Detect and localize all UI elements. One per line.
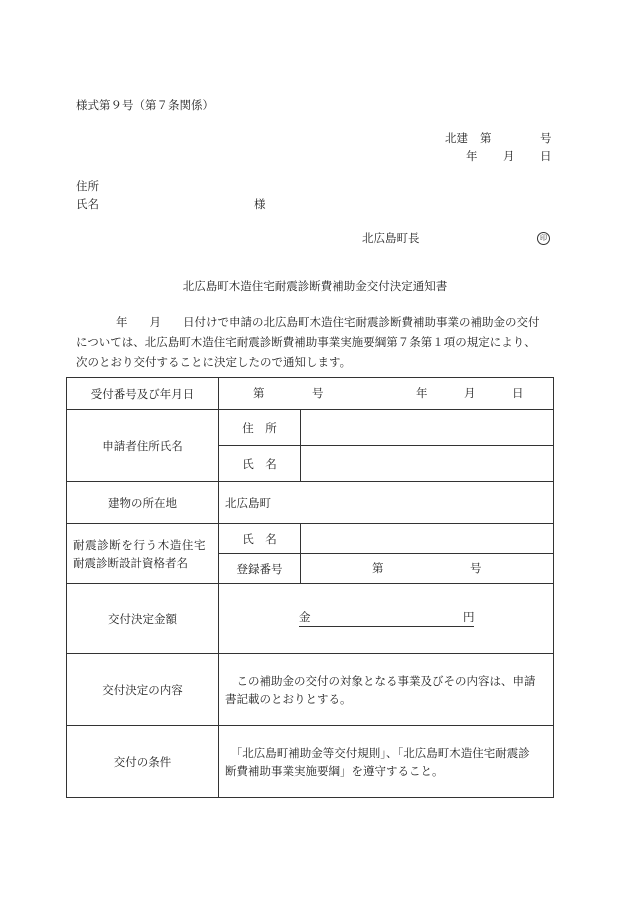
applicant-label: 申請者住所氏名 [67,410,219,482]
body-line-2: については、北広島町木造住宅耐震診断費補助事業実施要綱第７条第１項の規定により、 [76,335,536,349]
amount-yen: 円 [463,609,475,624]
diagnostician-name-value [301,524,554,554]
building-label: 建物の所在地 [67,482,219,524]
receipt-month: 月 [464,385,476,400]
diagnostician-name-label: 氏 名 [219,524,301,554]
conditions-value [219,726,554,798]
body-month: 月 [149,315,161,329]
applicant-address-label: 住 所 [219,410,301,446]
amount-value [219,584,554,654]
date-year: 年 [466,149,478,163]
applicant-name-value [301,446,554,482]
diagnostician-reg-value [301,554,554,584]
address-label: 住所 [76,179,99,193]
receipt-go: 号 [312,385,324,400]
amount-underline [299,611,474,627]
applicant-name-label: 氏 名 [219,446,301,482]
body-line-1-text: 日付けで申請の北広島町木造住宅耐震診断費補助事業の補助金の交付 [183,315,540,329]
diagnostician-label-line1: 耐震診断を行う木造住宅 [73,537,207,552]
reg-dai: 第 [372,560,384,575]
reg-go: 号 [470,560,482,575]
seal-icon: 印 [537,232,550,245]
conditions-line2: 断費補助事業実施要綱」を遵守すること。 [225,763,444,778]
conditions-line1: 「北広島町補助金等交付規則」、「北広島町木造住宅耐震診 [225,745,530,760]
table-row-receipt [67,378,554,410]
form-number: 様式第９号（第７条関係） [76,98,214,112]
content-line1: この補助金の交付の対象となる事業及びその内容は、申請 [225,673,536,688]
table-row-building [67,482,554,524]
conditions-label: 交付の条件 [67,726,219,798]
receipt-day: 日 [512,385,524,400]
content-value [219,654,554,726]
diagnostician-reg-label: 登録番号 [219,554,301,584]
amount-label: 交付決定金額 [67,584,219,654]
body-line-3: 次のとおり交付することに決定したので通知します。 [76,355,352,369]
receipt-dai: 第 [253,385,265,400]
building-value: 北広島町 [219,482,554,524]
decision-form-table [66,377,554,798]
table-row-amount [67,584,554,654]
diagnostician-label [67,524,219,584]
doc-number-prefix: 北建 [445,131,468,145]
table-row-conditions [67,726,554,798]
date-month: 月 [503,149,515,163]
honorific: 様 [254,197,266,211]
table-row-content [67,654,554,726]
table-row-applicant-address [67,410,554,446]
name-label: 氏名 [76,197,99,211]
table-row-diagnostician-name [67,524,554,554]
issuer-title: 北広島町長 [362,231,420,245]
doc-number-dai: 第 [480,131,492,145]
diagnostician-label-line2: 耐震診断設計資格者名 [73,555,188,570]
doc-number-go: 号 [540,131,552,145]
body-line-1 [76,312,554,332]
document-body [76,312,554,372]
receipt-label: 受付番号及び年月日 [67,378,219,410]
receipt-year: 年 [416,385,428,400]
document-title: 北広島町木造住宅耐震診断費補助金交付決定通知書 [182,279,448,293]
content-line2: 書記載のとおりとする。 [225,691,352,706]
date-day: 日 [540,149,552,163]
body-year: 年 [116,315,128,329]
content-label: 交付決定の内容 [67,654,219,726]
applicant-address-value [301,410,554,446]
amount-kin: 金 [299,609,311,624]
receipt-value [219,378,554,410]
